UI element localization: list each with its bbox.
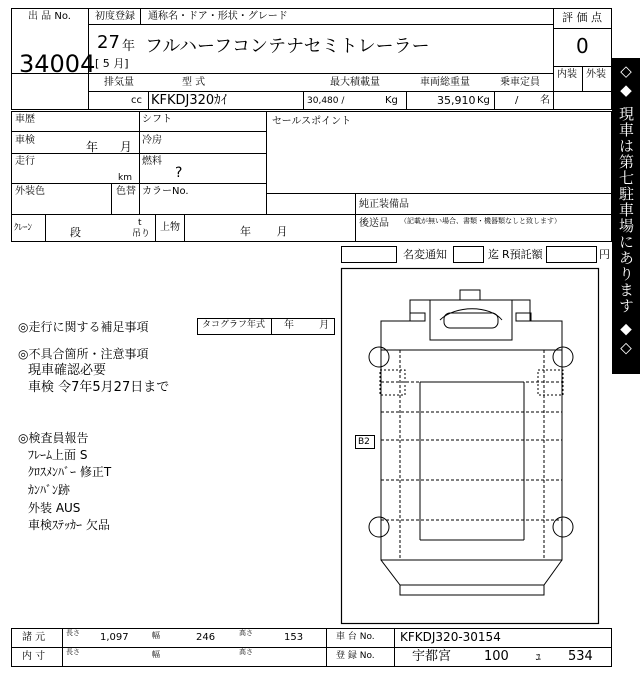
sales-point-label: セールスポイント (272, 116, 352, 127)
running-notes-title: ◎走行に関する補足事項 (18, 320, 149, 334)
crane-unit-3: 吊り (132, 229, 151, 239)
yen-unit: 円 (599, 248, 610, 261)
damage-mark: B2 (358, 437, 370, 447)
plate-class: 100 (484, 649, 509, 664)
loading-value: 年 月 (240, 225, 288, 238)
displacement-label: 排気量 (104, 77, 134, 88)
score: 0 (576, 34, 589, 58)
dims-label: 諸 元 (22, 632, 46, 643)
crane-unit-1: 段 (70, 226, 81, 239)
tacho-value: 年 月 (284, 320, 330, 331)
inspection-label: 車検 (15, 135, 35, 146)
mileage-unit: km (118, 173, 132, 183)
score-label: 評 価 点 (562, 11, 602, 24)
sent-note: （記載が無い場合、書類・機器類なしと致します） (400, 217, 561, 225)
model-grade-label: 通称名・ドア・形状・グレード (148, 11, 288, 22)
crane-label: ｸﾚｰﾝ (14, 223, 33, 233)
chassis-no: KFKDJ320-30154 (400, 630, 501, 644)
tacho-label: タコグラフ年式 (202, 320, 266, 330)
color-change-label: 色替 (116, 186, 136, 197)
side-banner-text: ◇◆ 現車は第七駐車場にあります ◆◇ (617, 62, 635, 358)
deadline-label: 迄 (488, 248, 499, 261)
height-label-2: 高さ (239, 648, 253, 656)
max-load-label: 最大積載量 (330, 77, 380, 88)
model-code: KFKDJ320ｶｲ (151, 93, 228, 108)
defects-title: ◎不具合箇所・注意事項 (18, 347, 149, 361)
report-line-4: 外装 AUS (28, 501, 81, 515)
fuel-value: ? (175, 165, 183, 181)
interior-dims-label: 内 寸 (22, 651, 46, 662)
length-label-2: 長さ (66, 648, 80, 656)
loading-label: 上物 (160, 222, 180, 233)
capacity-unit: 名 (540, 95, 550, 106)
model-name: フルハーフ (145, 36, 233, 57)
side-banner (612, 58, 640, 374)
model-code-label: 型 式 (182, 77, 206, 88)
defect-line-1: 現車確認必要 (28, 363, 107, 378)
vehicle-diagram (342, 269, 599, 624)
chassis-label: 車 台 No. (336, 632, 375, 642)
width-label: 幅 (152, 631, 160, 640)
reg-year: 27 (97, 32, 120, 53)
kg-unit-2: Kg (477, 95, 490, 106)
width-label-2: 幅 (152, 650, 160, 659)
plate-area: 宇都宮 (412, 649, 452, 664)
first-reg-label: 初度登録 (95, 11, 135, 22)
gross-weight: 35,910 (437, 94, 476, 107)
ac-label: 冷房 (142, 135, 162, 146)
genuine-label: 純正装備品 (359, 199, 409, 210)
defect-line-2: 車検 令7年5月27日まで (28, 380, 170, 395)
kg-unit: Kg (385, 95, 398, 106)
crane-unit-2: t (138, 218, 142, 228)
color-code-label: カラーNo. (142, 186, 189, 197)
plate-number: 534 (568, 649, 593, 664)
height-value: 153 (284, 632, 304, 643)
report-line-2: ｸﾛｽﾒﾝﾊﾞｰ 修正T (28, 465, 112, 479)
year-unit: 年 (122, 39, 136, 54)
interior-label: 内装 (557, 69, 577, 80)
history-label: 車歴 (15, 114, 35, 125)
height-label: 高さ (239, 629, 253, 637)
capacity-slash: / (515, 95, 519, 106)
gross-weight-label: 車両総重量 (420, 77, 470, 88)
fuel-label: 燃料 (142, 156, 162, 167)
capacity-label: 乗車定員 (500, 77, 540, 88)
length-value: 1,097 (100, 632, 129, 643)
exterior-label: 外装 (586, 69, 606, 80)
plate-kana: ｭ (535, 649, 542, 664)
mileage-label: 走行 (15, 156, 35, 167)
deposit-label: R預託額 (502, 248, 543, 261)
report-line-1: ﾌﾚｰﾑ上面 S (28, 448, 88, 462)
report-line-5: 車検ｽﾃｯｶｰ 欠品 (28, 518, 110, 532)
color-label: 外装色 (15, 186, 45, 197)
length-label: 長さ (66, 629, 80, 637)
shift-label: シフト (142, 114, 172, 125)
report-line-3: ｶﾝﾊﾞﾝ跡 (28, 483, 71, 497)
sent-label: 後送品 (359, 218, 389, 229)
cc-unit: cc (131, 95, 142, 106)
name-change-label: 名変通知 (403, 248, 447, 261)
lot-no: 34004 (19, 50, 96, 78)
inspection-value: 年 月 (86, 140, 132, 154)
plate-label: 登 録 No. (336, 651, 375, 661)
inspector-title: ◎検査員報告 (18, 431, 89, 445)
width-value: 246 (196, 632, 216, 643)
damage-mark-box (355, 435, 375, 449)
lot-no-label: 出 品 No. (28, 11, 71, 22)
max-load: 30,480 / (307, 96, 345, 106)
grade: コンテナセミトレーラー (232, 36, 430, 57)
reg-month: [ 5 月] (95, 57, 129, 70)
